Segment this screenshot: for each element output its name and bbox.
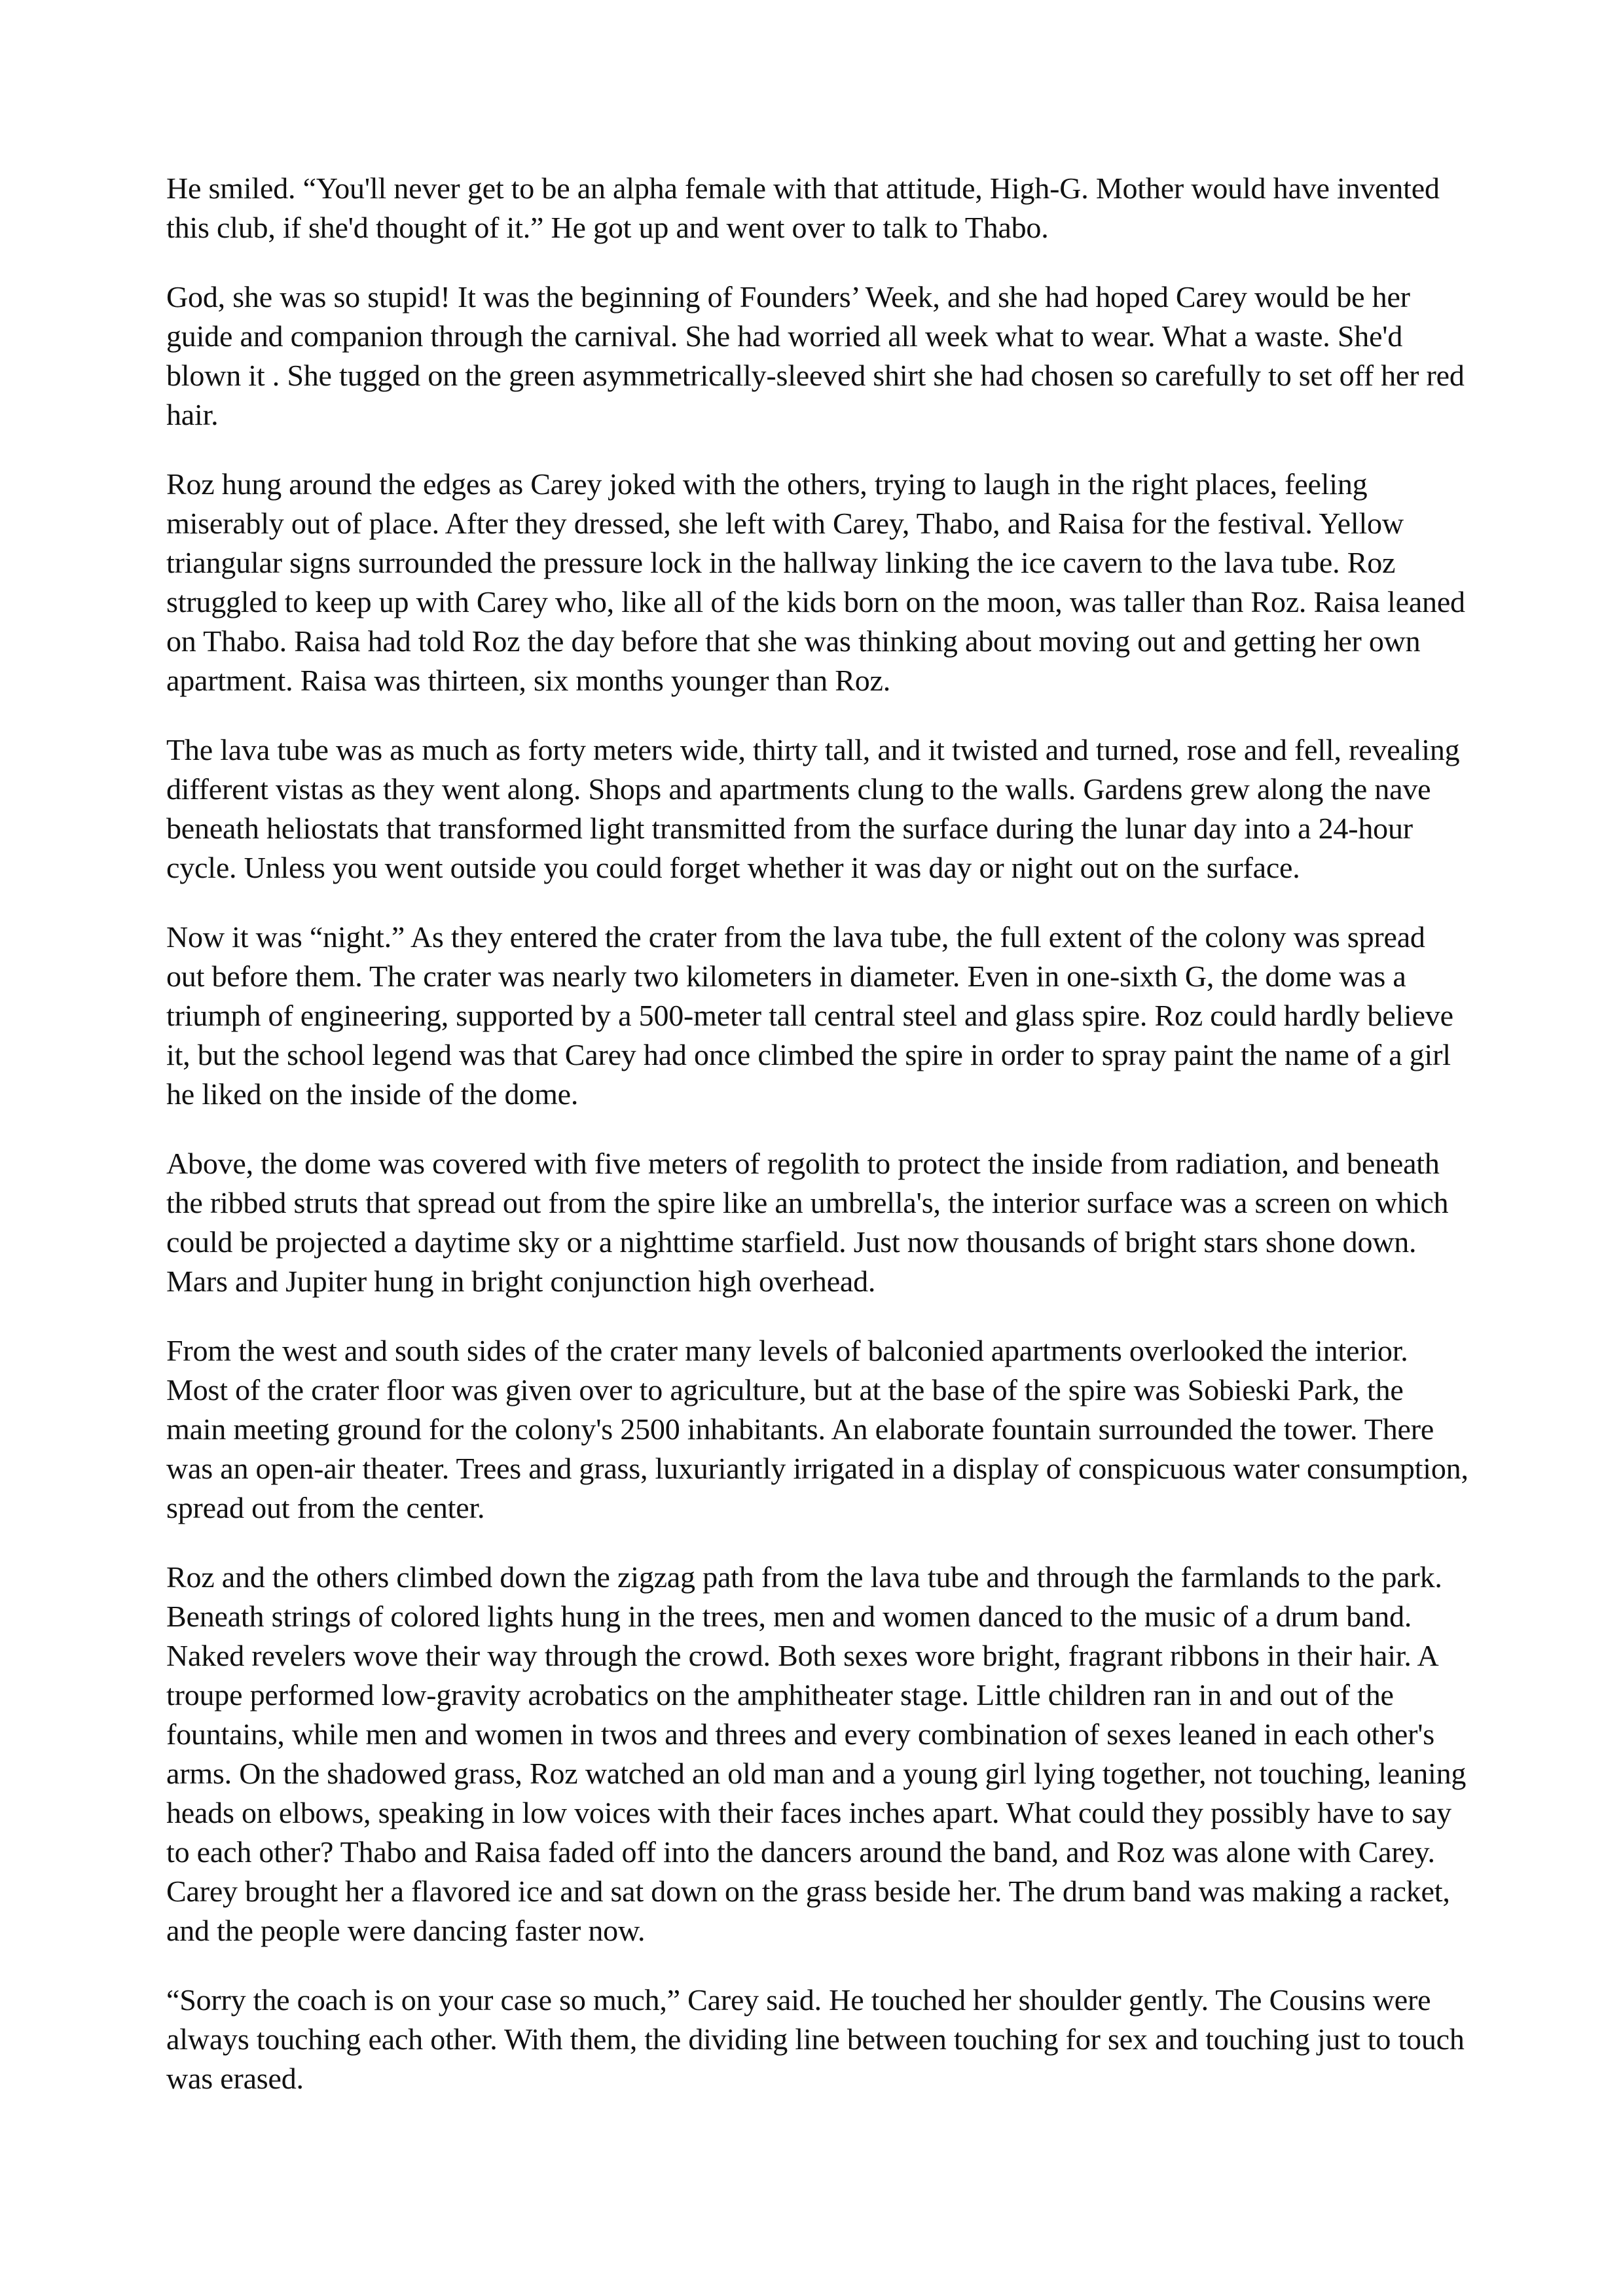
paragraph: “Sorry the coach is on your case so much,” Carey said. He touched her shoulder gently. The Cousins were always touching each other. With them, the dividing line between touching for sex and touching just to touch was erased. (166, 1983, 1465, 2095)
paragraph: Above, the dome was covered with five meters of regolith to protect the inside from radiation, and beneath the ribbed struts that spread out from the spire like an umbrella's, the interior surface was a screen on which could be projected a daytime sky or a nighttime starfield. Just now thousands of bright stars shone down. Mars and Jupiter hung in bright conjunction high overhead. (166, 1147, 1449, 1298)
paragraph: The lava tube was as much as forty meters wide, thirty tall, and it twisted and turned, rose and fell, revealing different vistas as they went along. Shops and apartments clung to the walls. Gardens grew along the nave beneath heliostats that transformed light transmitted from the surface during the lunar day into a 24-hour cycle. Unless you went outside you could forget whether it was day or night out on the surface. (166, 733, 1460, 884)
paragraph: From the west and south sides of the crater many levels of balconied apartments overlooked the interior. Most of the crater floor was given over to agriculture, but at the base of the spire was Sobieski Park, the main meeting ground for the colony's 2500 inhabitants. An elaborate fountain surrounded the tower. There was an open-air theater. Trees and grass, luxuriantly irrigated in a display of conspicuous water consumption, spread out from the center. (166, 1334, 1468, 1524)
paragraph: Now it was “night.” As they entered the crater from the lava tube, the full extent of the colony was spread out before them. The crater was nearly two kilometers in diameter. Even in one-sixth G, the dome was a triumph of engineering, supported by a 500-meter tall central steel and glass spire. Roz could hardly believe it, but the school legend was that Carey had once climbed the spire in order to spray paint the name of a girl he liked on the inside of the dome. (166, 920, 1453, 1111)
paragraph: He smiled. “You'll never get to be an alpha female with that attitude, High-G. Mother would have invented this club, if she'd thought of it.” He got up and went over to talk to Thabo. (166, 171, 1440, 244)
paragraph: Roz hung around the edges as Carey joked with the others, trying to laugh in the right places, feeling miserably out of place. After they dressed, she left with Carey, Thabo, and Raisa for the festival. Yellow triangular signs surrounded the pressure lock in the hallway linking the ice cavern to the lava tube. Roz struggled to keep up with Carey who, like all of the kids born on the moon, was taller than Roz. Raisa leaned on Thabo. Raisa had told Roz the day before that she was thinking about moving out and getting her own apartment. Raisa was thirteen, six months younger than Roz. (166, 467, 1465, 697)
page-body (166, 169, 1469, 2128)
paragraph: Roz and the others climbed down the zigzag path from the lava tube and through the farmlands to the park. Beneath strings of colored lights hung in the trees, men and women danced to the music of a drum band. Naked revelers wove their way through the crowd. Both sexes wore bright, fragrant ribbons in their hair. A troupe performed low-gravity acrobatics on the amphitheater stage. Little children ran in and out of the fountains, while men and women in twos and threes and every combination of sexes leaned in each other's arms. On the shadowed grass, Roz watched an old man and a young girl lying together, not touching, leaning heads on elbows, speaking in low voices with their faces inches apart. What could they possibly have to say to each other? Thabo and Raisa faded off into the dancers around the band, and Roz was alone with Carey. Carey brought her a flavored ice and sat down on the grass beside her. The drum band was making a racket, and the people were dancing faster now. (166, 1560, 1467, 1947)
paragraph: God, she was so stupid! It was the beginning of Founders’ Week, and she had hoped Carey would be her guide and companion through the carnival. She had worried all week what to wear. What a waste. She'd blown it . She tugged on the green asymmetrically-sleeved shirt she had chosen so carefully to set off her red hair. (166, 280, 1465, 431)
